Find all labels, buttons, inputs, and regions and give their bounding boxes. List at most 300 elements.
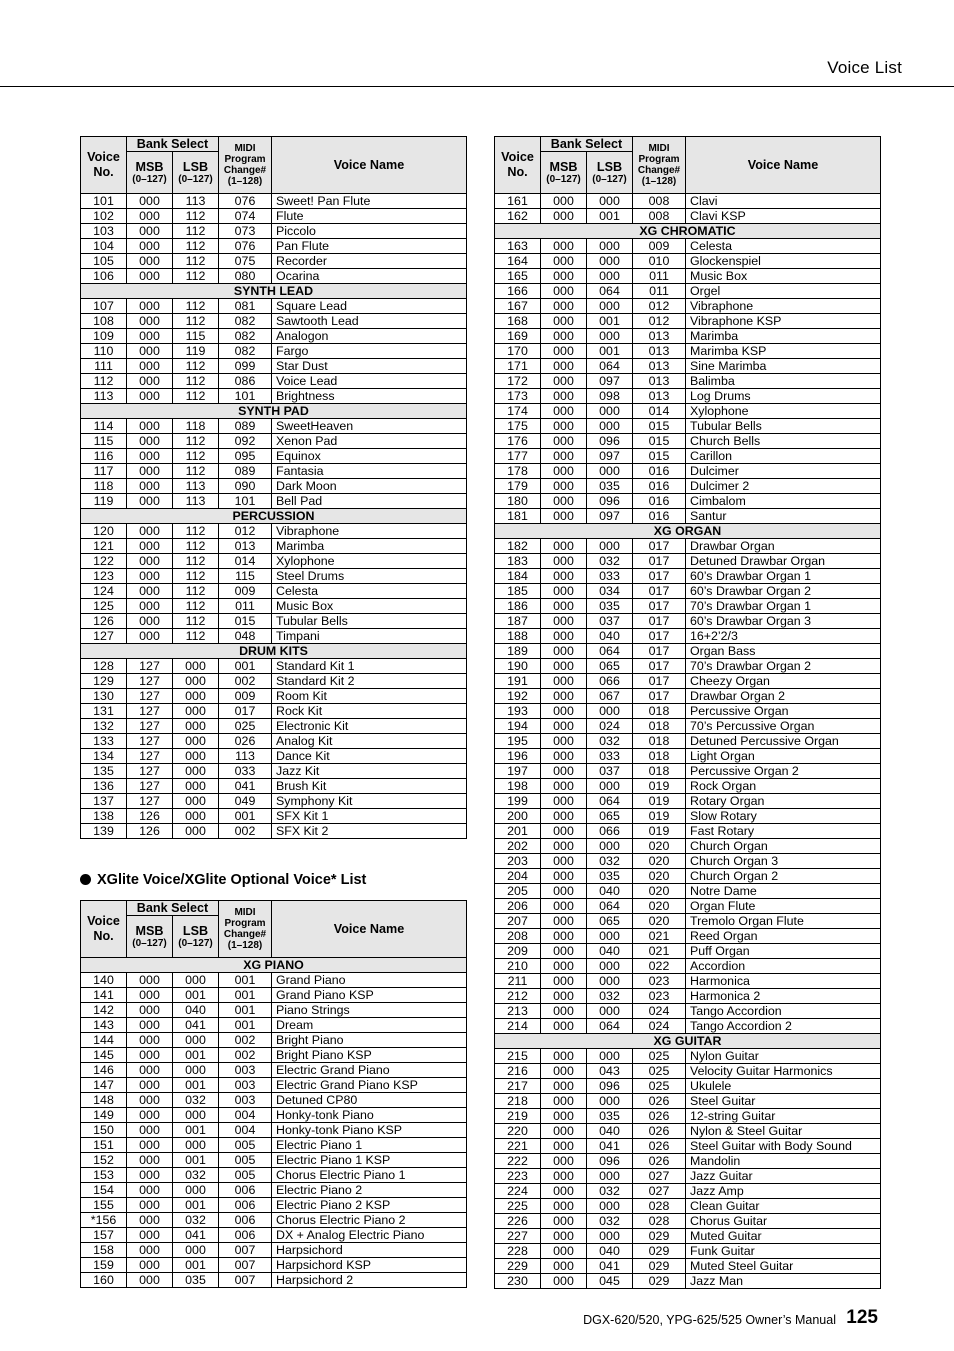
voice-name-header: Voice Name	[272, 137, 467, 194]
voice-no-cell: 115	[81, 434, 127, 449]
table-row	[495, 1229, 881, 1244]
msb-cell: 000	[541, 419, 587, 434]
voice-name-cell: 70’s Drawbar Organ 2	[686, 659, 881, 674]
page-number: 125	[846, 1307, 878, 1328]
program-change-cell: 018	[633, 704, 686, 719]
msb-cell: 127	[127, 779, 173, 794]
msb-cell: 000	[127, 1183, 173, 1198]
table-row	[495, 389, 881, 404]
voice-table-right	[494, 136, 881, 1289]
lsb-cell: 032	[587, 1184, 633, 1199]
voice-name-cell: Harmonica	[686, 974, 881, 989]
table-row	[495, 854, 881, 869]
program-change-cell: 020	[633, 869, 686, 884]
program-change-cell: 020	[633, 899, 686, 914]
program-change-cell: 001	[219, 809, 272, 824]
lsb-cell: 064	[587, 1019, 633, 1034]
lsb-cell: 000	[587, 1199, 633, 1214]
voice-name-cell: Harpsichord	[272, 1243, 467, 1258]
program-change-cell: 025	[633, 1079, 686, 1094]
msb-cell: 000	[541, 659, 587, 674]
voice-no-cell: 173	[495, 389, 541, 404]
voice-name-cell: Orgel	[686, 284, 881, 299]
voice-no-cell: 227	[495, 1229, 541, 1244]
voice-name-cell: Electric Grand Piano KSP	[272, 1078, 467, 1093]
voice-name-cell: Marimba	[686, 329, 881, 344]
lsb-cell: 035	[173, 1273, 219, 1288]
midi-program-change-header: MIDI Program Change# (1–128)	[219, 137, 272, 194]
msb-cell: 000	[541, 734, 587, 749]
voice-name-cell: Piano Strings	[272, 1003, 467, 1018]
table-row	[495, 254, 881, 269]
voice-no-header: Voice No.	[81, 901, 127, 958]
program-change-cell: 025	[633, 1064, 686, 1079]
voice-no-cell: 149	[81, 1108, 127, 1123]
msb-cell: 000	[541, 1064, 587, 1079]
lsb-cell: 035	[587, 869, 633, 884]
lsb-cell: 035	[587, 599, 633, 614]
lsb-cell: 035	[587, 479, 633, 494]
category-row	[81, 404, 467, 419]
voice-no-cell: 148	[81, 1093, 127, 1108]
lsb-cell: 064	[587, 794, 633, 809]
program-change-cell: 002	[219, 824, 272, 839]
table-row	[81, 794, 467, 809]
msb-cell: 000	[127, 1048, 173, 1063]
voice-name-cell: Organ Flute	[686, 899, 881, 914]
voice-name-cell: Church Bells	[686, 434, 881, 449]
program-change-cell: 089	[219, 464, 272, 479]
lsb-cell: 000	[173, 794, 219, 809]
msb-cell: 000	[127, 239, 173, 254]
lsb-cell: 001	[173, 1258, 219, 1273]
msb-cell: 000	[541, 779, 587, 794]
voice-name-cell: Tubular Bells	[272, 614, 467, 629]
msb-cell: 000	[541, 479, 587, 494]
voice-no-cell: 106	[81, 269, 127, 284]
table-row	[81, 1018, 467, 1033]
msb-cell: 000	[541, 749, 587, 764]
page-title: Voice List	[827, 58, 902, 77]
program-change-cell: 029	[633, 1229, 686, 1244]
voice-no-cell: 133	[81, 734, 127, 749]
voice-no-cell: 154	[81, 1183, 127, 1198]
lsb-cell: 001	[173, 1048, 219, 1063]
table-row	[81, 659, 467, 674]
voice-no-cell: 160	[81, 1273, 127, 1288]
program-change-cell: 002	[219, 674, 272, 689]
voice-no-cell: 121	[81, 539, 127, 554]
lsb-cell: 064	[587, 284, 633, 299]
table-header	[81, 901, 467, 958]
lsb-cell: 096	[587, 434, 633, 449]
msb-cell: 127	[127, 719, 173, 734]
msb-cell: 000	[127, 329, 173, 344]
table-row	[81, 494, 467, 509]
msb-cell: 000	[541, 1229, 587, 1244]
voice-no-cell: 196	[495, 749, 541, 764]
msb-cell: 000	[541, 404, 587, 419]
voice-name-cell: Accordion	[686, 959, 881, 974]
lsb-cell: 064	[587, 359, 633, 374]
program-change-cell: 090	[219, 479, 272, 494]
program-change-cell: 003	[219, 1078, 272, 1093]
msb-cell: 000	[127, 224, 173, 239]
table-row	[81, 209, 467, 224]
lsb-cell: 000	[587, 299, 633, 314]
lsb-cell: 001	[173, 1153, 219, 1168]
msb-cell: 000	[541, 824, 587, 839]
program-change-cell: 023	[633, 989, 686, 1004]
voice-no-cell: 205	[495, 884, 541, 899]
table-header	[81, 137, 467, 194]
table-row	[495, 509, 881, 524]
msb-cell: 000	[541, 584, 587, 599]
program-change-cell: 021	[633, 929, 686, 944]
voice-name-cell: 60’s Drawbar Organ 3	[686, 614, 881, 629]
voice-no-cell: 151	[81, 1138, 127, 1153]
table-row	[81, 539, 467, 554]
table-row	[81, 824, 467, 839]
msb-cell: 000	[127, 449, 173, 464]
voice-no-cell: 150	[81, 1123, 127, 1138]
lsb-cell: 000	[587, 194, 633, 209]
voice-no-cell: 118	[81, 479, 127, 494]
voice-no-cell: 208	[495, 929, 541, 944]
table-row	[81, 299, 467, 314]
program-change-cell: 009	[633, 239, 686, 254]
program-change-cell: 016	[633, 509, 686, 524]
lsb-cell: 000	[587, 269, 633, 284]
category-label: PERCUSSION	[81, 509, 467, 524]
msb-cell: 000	[541, 854, 587, 869]
msb-cell: 000	[127, 314, 173, 329]
lsb-cell: 112	[173, 569, 219, 584]
program-change-cell: 026	[633, 1154, 686, 1169]
voice-name-cell: Tango Accordion	[686, 1004, 881, 1019]
lsb-cell: 041	[173, 1018, 219, 1033]
lsb-header: LSB (0–127)	[173, 916, 219, 958]
table-row	[81, 1258, 467, 1273]
lsb-cell: 032	[587, 1214, 633, 1229]
msb-cell: 000	[127, 988, 173, 1003]
voice-name-cell: Dance Kit	[272, 749, 467, 764]
msb-cell: 000	[541, 644, 587, 659]
program-change-cell: 005	[219, 1138, 272, 1153]
table-row	[495, 434, 881, 449]
program-change-cell: 001	[219, 1003, 272, 1018]
program-change-cell: 014	[219, 554, 272, 569]
table-row	[81, 344, 467, 359]
voice-name-cell: Timpani	[272, 629, 467, 644]
program-change-cell: 007	[219, 1258, 272, 1273]
voice-name-cell: Glockenspiel	[686, 254, 881, 269]
voice-name-cell: Vibraphone	[272, 524, 467, 539]
voice-no-cell: 153	[81, 1168, 127, 1183]
msb-cell: 000	[127, 1078, 173, 1093]
msb-cell: 000	[541, 1184, 587, 1199]
msb-cell: 000	[127, 1198, 173, 1213]
msb-cell: 000	[127, 539, 173, 554]
table-row	[495, 614, 881, 629]
program-change-cell: 026	[633, 1124, 686, 1139]
table-row	[81, 374, 467, 389]
table-row	[495, 944, 881, 959]
voice-name-cell: Brush Kit	[272, 779, 467, 794]
lsb-cell: 112	[173, 374, 219, 389]
voice-no-cell: 187	[495, 614, 541, 629]
category-label: XG CHROMATIC	[495, 224, 881, 239]
table-row	[81, 464, 467, 479]
lsb-header: LSB (0–127)	[173, 152, 219, 194]
voice-name-cell: Room Kit	[272, 689, 467, 704]
voice-table-bottom-left	[80, 900, 467, 1288]
program-change-cell: 026	[219, 734, 272, 749]
msb-cell: 000	[127, 569, 173, 584]
voice-name-cell: Steel Guitar	[686, 1094, 881, 1109]
lsb-cell: 001	[587, 314, 633, 329]
lsb-cell: 000	[587, 929, 633, 944]
lsb-cell: 112	[173, 434, 219, 449]
program-change-cell: 017	[633, 689, 686, 704]
msb-cell: 000	[541, 1079, 587, 1094]
msb-cell: 000	[541, 809, 587, 824]
voice-name-cell: Funk Guitar	[686, 1244, 881, 1259]
msb-cell: 000	[541, 374, 587, 389]
voice-name-cell: Dark Moon	[272, 479, 467, 494]
msb-cell: 000	[127, 434, 173, 449]
msb-cell: 000	[541, 614, 587, 629]
lsb-cell: 040	[587, 1124, 633, 1139]
lsb-cell: 000	[587, 404, 633, 419]
table-row	[495, 1244, 881, 1259]
voice-no-cell: 125	[81, 599, 127, 614]
msb-cell: 000	[541, 239, 587, 254]
lsb-cell: 112	[173, 209, 219, 224]
program-change-cell: 002	[219, 1033, 272, 1048]
voice-name-cell: Harpsichord 2	[272, 1273, 467, 1288]
voice-no-cell: 209	[495, 944, 541, 959]
voice-no-cell: 152	[81, 1153, 127, 1168]
voice-name-cell: Nylon Guitar	[686, 1049, 881, 1064]
voice-no-cell: 109	[81, 329, 127, 344]
table-row	[495, 1199, 881, 1214]
voice-no-cell: 169	[495, 329, 541, 344]
voice-name-cell: Fast Rotary	[686, 824, 881, 839]
voice-no-cell: 111	[81, 359, 127, 374]
table-row	[495, 209, 881, 224]
voice-no-cell: 131	[81, 704, 127, 719]
table-row	[81, 449, 467, 464]
voice-name-cell: Piccolo	[272, 224, 467, 239]
msb-cell: 000	[541, 434, 587, 449]
lsb-cell: 112	[173, 389, 219, 404]
table-row	[495, 674, 881, 689]
msb-cell: 000	[127, 344, 173, 359]
bullet-icon	[80, 874, 91, 885]
table-row	[495, 1169, 881, 1184]
voice-no-cell: 124	[81, 584, 127, 599]
lsb-cell: 112	[173, 314, 219, 329]
voice-no-cell: 194	[495, 719, 541, 734]
program-change-cell: 023	[633, 974, 686, 989]
voice-name-cell: Slow Rotary	[686, 809, 881, 824]
voice-name-cell: Drawbar Organ 2	[686, 689, 881, 704]
program-change-cell: 013	[633, 389, 686, 404]
table-row	[81, 689, 467, 704]
voice-name-cell: Music Box	[272, 599, 467, 614]
msb-cell: 126	[127, 809, 173, 824]
voice-name-cell: SFX Kit 2	[272, 824, 467, 839]
msb-cell: 000	[127, 1033, 173, 1048]
program-change-cell: 017	[633, 554, 686, 569]
program-change-cell: 013	[633, 374, 686, 389]
voice-no-cell: 186	[495, 599, 541, 614]
program-change-cell: 082	[219, 329, 272, 344]
table-row	[495, 1139, 881, 1154]
voice-no-cell: 103	[81, 224, 127, 239]
voice-name-cell: Harmonica 2	[686, 989, 881, 1004]
program-change-cell: 026	[633, 1094, 686, 1109]
voice-no-cell: 162	[495, 209, 541, 224]
voice-name-cell: Electric Piano 2 KSP	[272, 1198, 467, 1213]
msb-cell: 000	[127, 269, 173, 284]
voice-no-cell: 181	[495, 509, 541, 524]
msb-cell: 000	[127, 599, 173, 614]
table-row	[495, 269, 881, 284]
category-label: SYNTH PAD	[81, 404, 467, 419]
lsb-cell: 065	[587, 914, 633, 929]
lsb-cell: 032	[587, 854, 633, 869]
msb-cell: 000	[541, 254, 587, 269]
category-row	[81, 644, 467, 659]
msb-cell: 000	[541, 899, 587, 914]
msb-cell: 000	[541, 1124, 587, 1139]
voice-name-cell: Bright Piano	[272, 1033, 467, 1048]
msb-cell: 000	[127, 209, 173, 224]
lsb-cell: 001	[173, 1078, 219, 1093]
lsb-cell: 000	[587, 974, 633, 989]
msb-cell: 000	[541, 1199, 587, 1214]
msb-cell: 000	[541, 539, 587, 554]
program-change-cell: 033	[219, 764, 272, 779]
msb-cell: 127	[127, 734, 173, 749]
voice-no-cell: 202	[495, 839, 541, 854]
voice-name-cell: Reed Organ	[686, 929, 881, 944]
lsb-cell: 000	[173, 809, 219, 824]
table-row	[81, 434, 467, 449]
section-heading-text: XGlite Voice/XGlite Optional Voice* List	[97, 872, 367, 888]
voice-name-cell: Rock Kit	[272, 704, 467, 719]
program-change-cell: 015	[633, 449, 686, 464]
table-row	[81, 1183, 467, 1198]
program-change-cell: 027	[633, 1184, 686, 1199]
lsb-cell: 000	[173, 659, 219, 674]
msb-cell: 127	[127, 749, 173, 764]
program-change-cell: 041	[219, 779, 272, 794]
msb-cell: 000	[541, 554, 587, 569]
voice-name-cell: 16+2’2/3	[686, 629, 881, 644]
voice-no-cell: 158	[81, 1243, 127, 1258]
msb-cell: 000	[127, 1258, 173, 1273]
program-change-cell: 004	[219, 1108, 272, 1123]
table-row	[81, 1003, 467, 1018]
msb-header: MSB (0–127)	[541, 152, 587, 194]
program-change-cell: 018	[633, 719, 686, 734]
msb-cell: 000	[541, 1259, 587, 1274]
lsb-cell: 113	[173, 479, 219, 494]
voice-no-cell: 207	[495, 914, 541, 929]
voice-name-cell: Fantasia	[272, 464, 467, 479]
msb-cell: 000	[541, 464, 587, 479]
voice-no-cell: 159	[81, 1258, 127, 1273]
program-change-cell: 014	[633, 404, 686, 419]
table-row	[495, 794, 881, 809]
table-row	[495, 824, 881, 839]
voice-no-cell: 139	[81, 824, 127, 839]
category-row	[81, 509, 467, 524]
lsb-cell: 000	[173, 1183, 219, 1198]
table-row	[81, 1153, 467, 1168]
table-header	[495, 137, 881, 194]
table-row	[495, 704, 881, 719]
program-change-cell: 006	[219, 1198, 272, 1213]
voice-no-cell: 179	[495, 479, 541, 494]
program-change-cell: 101	[219, 494, 272, 509]
program-change-cell: 024	[633, 1019, 686, 1034]
table-row	[81, 1273, 467, 1288]
msb-cell: 000	[127, 524, 173, 539]
lsb-cell: 064	[587, 644, 633, 659]
msb-cell: 000	[541, 284, 587, 299]
table-row	[81, 749, 467, 764]
table-row	[81, 764, 467, 779]
lsb-cell: 000	[587, 254, 633, 269]
voice-no-cell: 214	[495, 1019, 541, 1034]
voice-name-cell: Electronic Kit	[272, 719, 467, 734]
voice-name-cell: Standard Kit 2	[272, 674, 467, 689]
voice-no-cell: 116	[81, 449, 127, 464]
program-change-cell: 013	[633, 329, 686, 344]
voice-name-cell: Church Organ 3	[686, 854, 881, 869]
voice-no-cell: 180	[495, 494, 541, 509]
program-change-cell: 020	[633, 884, 686, 899]
lsb-cell: 033	[587, 569, 633, 584]
table-row	[81, 809, 467, 824]
program-change-cell: 022	[633, 959, 686, 974]
voice-name-cell: Ukulele	[686, 1079, 881, 1094]
lsb-cell: 112	[173, 359, 219, 374]
program-change-cell: 016	[633, 464, 686, 479]
lsb-cell: 000	[587, 1229, 633, 1244]
voice-name-cell: Flute	[272, 209, 467, 224]
voice-name-cell: Harpsichord KSP	[272, 1258, 467, 1273]
lsb-cell: 112	[173, 614, 219, 629]
msb-cell: 000	[127, 1153, 173, 1168]
table-row	[81, 1078, 467, 1093]
lsb-cell: 000	[173, 973, 219, 988]
lsb-cell: 112	[173, 299, 219, 314]
table-row	[81, 599, 467, 614]
voice-name-cell: Tremolo Organ Flute	[686, 914, 881, 929]
voice-name-cell: Drawbar Organ	[686, 539, 881, 554]
voice-name-cell: Jazz Guitar	[686, 1169, 881, 1184]
voice-name-cell: Analog Kit	[272, 734, 467, 749]
voice-name-cell: Celesta	[272, 584, 467, 599]
voice-name-cell: Sawtooth Lead	[272, 314, 467, 329]
program-change-cell: 003	[219, 1093, 272, 1108]
program-change-cell: 017	[633, 584, 686, 599]
